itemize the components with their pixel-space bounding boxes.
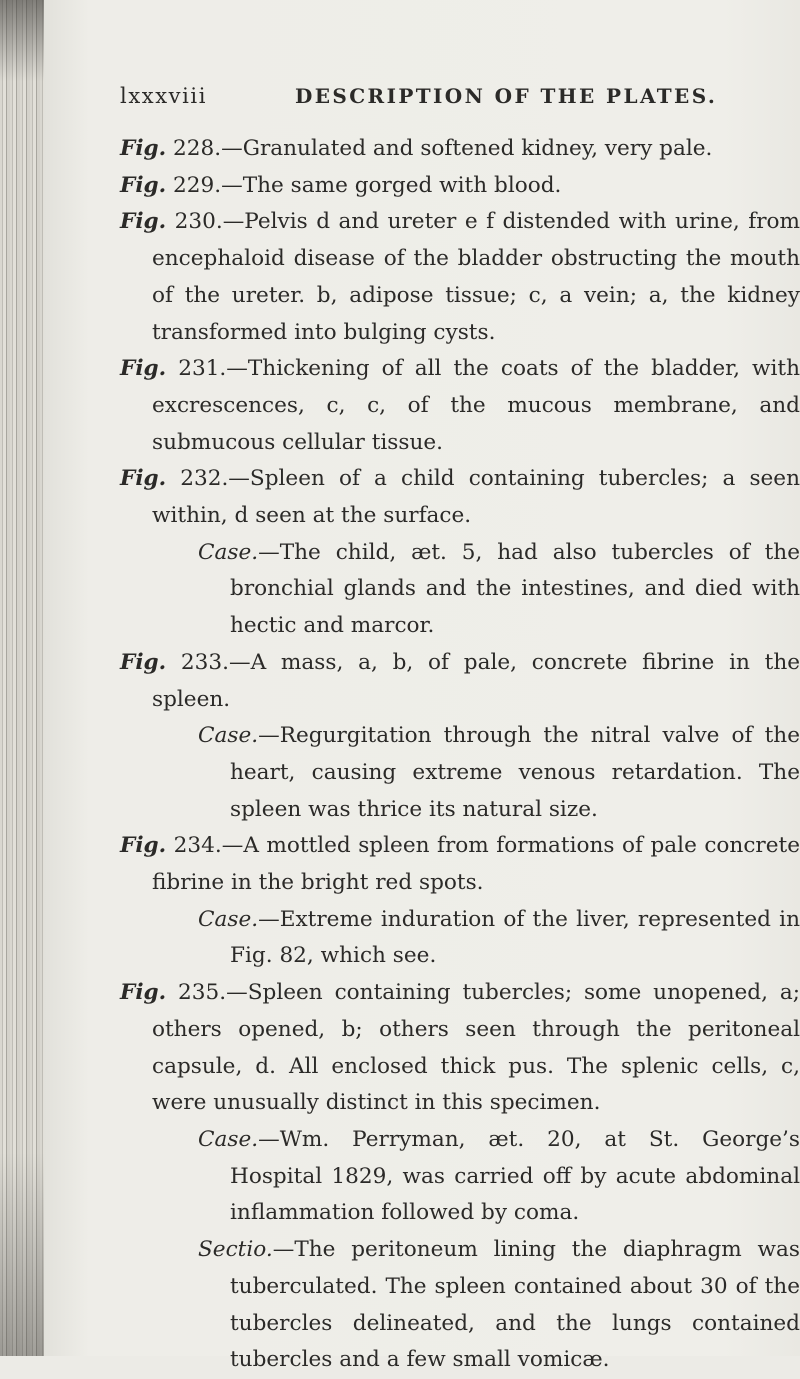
- entry-text: 230.—Pelvis d and ureter e f distended with urine, from encephaloid disease of the bladder obstructing the mouth of the ureter. b, adipose tissue; c, a vein; a, the kidney transformed into bulging cysts.: [152, 209, 800, 345]
- entry-label: Case.: [198, 1126, 259, 1152]
- entry-fig-229: [120, 168, 800, 205]
- entry-label: Sectio.: [198, 1237, 273, 1263]
- entry-sectio-235: [120, 1232, 800, 1379]
- entry-label: Fig.: [120, 356, 167, 382]
- entry-label: Fig.: [120, 649, 167, 675]
- entry-fig-232: [120, 461, 800, 534]
- page-header: [120, 84, 760, 114]
- entry-fig-233: [120, 645, 800, 718]
- entry-label: Fig.: [120, 209, 167, 235]
- entry-fig-231: [120, 351, 800, 461]
- entry-text: 232.—Spleen of a child containing tubercles; a seen within, d seen at the surface.: [152, 466, 800, 529]
- entry-text: —Wm. Perryman, æt. 20, at St. George’s Hospital 1829, was carried off by acute abdominal inflammation followed by coma.: [230, 1126, 800, 1226]
- entry-label: Case.: [198, 906, 259, 932]
- entry-fig-235: [120, 975, 800, 1122]
- entry-text: 235.—Spleen containing tubercles; some unopened, a; others opened, b; others seen through the peritoneal capsule, d. All enclosed thick pus. The splenic cells, c, were unusually distinct in this specimen.: [152, 980, 800, 1116]
- entry-fig-230: [120, 204, 800, 351]
- entry-text: —Extreme induration of the liver, represented in Fig. 82, which see.: [230, 906, 800, 969]
- plate-descriptions: [120, 131, 800, 1379]
- entry-text: 231.—Thickening of all the coats of the bladder, with excrescences, c, c, of the mucous membrane, and submucous cellular tissue.: [152, 356, 800, 455]
- entry-case-235: [120, 1122, 800, 1232]
- entry-label: Case.: [198, 723, 259, 749]
- entry-text: —Regurgitation through the nitral valve of the heart, causing extreme venous retardation. The spleen was thrice its natural size.: [230, 723, 800, 822]
- page-number: lxxxviii: [120, 84, 208, 108]
- book-page: [44, 0, 800, 1373]
- entry-text: —The peritoneum lining the diaphragm was tuberculated. The spleen contained about 30 of the tubercles delineated, and the lungs contained tubercles and a few small vomicæ.: [230, 1237, 800, 1373]
- entry-label: Fig.: [120, 980, 167, 1006]
- entry-text: 228.—Granulated and softened kidney, very pale.: [166, 136, 713, 161]
- entry-fig-234: [120, 828, 800, 901]
- entry-text: 229.—The same gorged with blood.: [166, 172, 562, 198]
- entry-label: Case.: [198, 539, 259, 565]
- book-binding-edge: [0, 0, 44, 1356]
- entry-label: Fig.: [120, 172, 167, 198]
- running-title: DESCRIPTION OF THE PLATES.: [295, 84, 718, 108]
- entry-case-232: [120, 535, 800, 645]
- entry-label: Fig.: [120, 833, 167, 859]
- entry-text: 233.—A mass, a, b, of pale, concrete fibrine in the spleen.: [152, 649, 800, 712]
- entry-label: Fig.: [120, 466, 167, 492]
- entry-text: 234.—A mottled spleen from formations of pale concrete fibrine in the bright red spots.: [152, 833, 800, 896]
- entry-label: Fig.: [120, 136, 167, 161]
- entry-case-233: [120, 718, 800, 828]
- entry-fig-228: [120, 131, 800, 168]
- entry-text: —The child, æt. 5, had also tubercles of the bronchial glands and the intestines, and died with hectic and marcor.: [230, 539, 800, 639]
- entry-case-234: [120, 902, 800, 975]
